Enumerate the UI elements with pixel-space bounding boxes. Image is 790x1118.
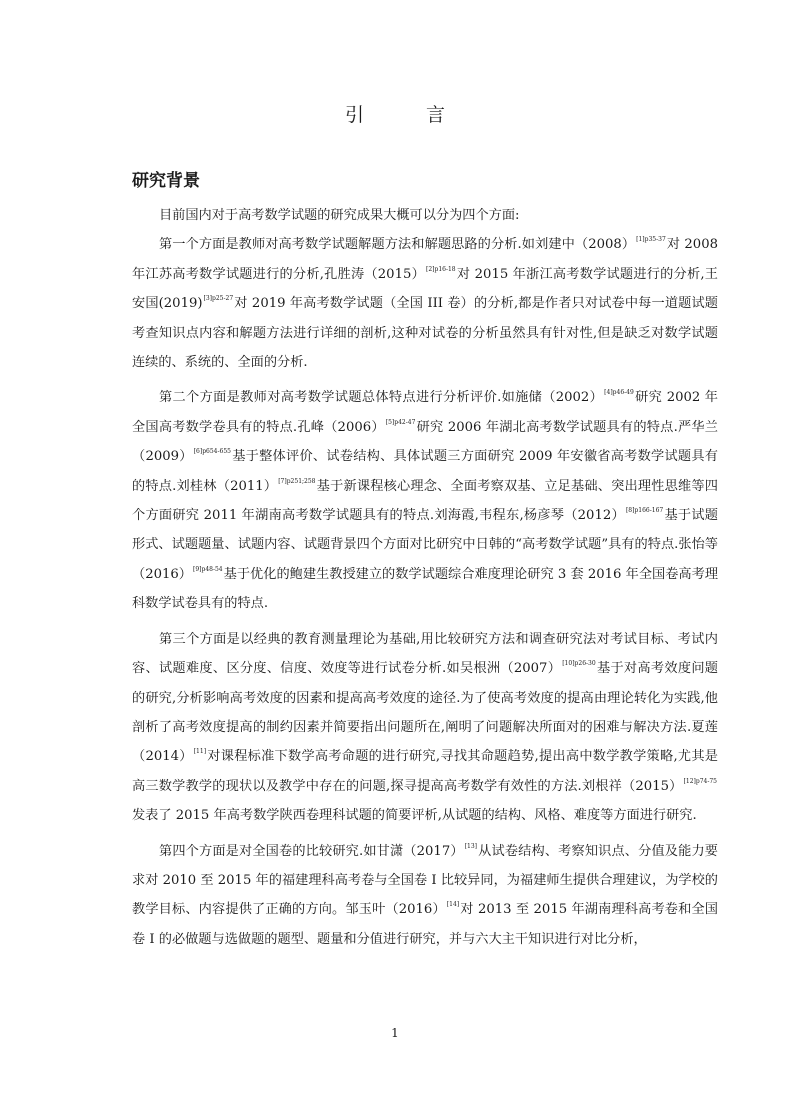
text-run: 对 2008 年江苏高考数学试题进行的分析,孔胜涛（2015） [132,237,718,282]
citation-ref: [9]p48-54 [192,565,223,573]
citation-ref: [2]p16-18 [425,265,456,273]
text-run: 目前国内对于高考数学试题的研究成果大概可以分为四个方面: [159,208,520,223]
page-title: 引 言 [344,104,474,126]
paragraph [132,383,718,618]
citation-ref: [4]p46-49 [604,389,634,397]
text-run: 对 2019 年高考数学试题（全国 III 卷）的分析,都是作者只对试卷中每一道题试题考查知识点内容和解题方法进行详细的剖析,这种对试卷的分析虽然具有针对性,但是缺乏对数学试题连续的、系统的、全面的分析. [132,296,718,371]
text-run: 第一个方面是教师对高考数学试题解题方法和解题思路的分析.如刘建中（2008） [159,237,636,253]
text-run: 基于新课程核心理念、全面考察双基、立足基础、突出理性思维等四个方面研究 2011 年湖南高考数学试题具有的特点.刘海霞,韦程东,杨彦琴（2012） [132,478,718,524]
citation-ref: [11] [193,748,207,756]
citation-ref: [3]p25-27 [203,295,234,303]
section-heading: 研究背景 [132,171,200,191]
text-run: 研究 2002 年全国高考数学卷具有的特点.孔峰（2006） [132,390,718,435]
citation-ref: [13] [464,842,478,850]
citation-ref: [6]p654-655 [193,448,231,456]
text-run: 对 2013 至 2015 年湖南理科高考卷和全国卷 I 的必做题与选做题的题型、题量和分值进行研究，并与六大主干知识进行对比分析， [132,902,718,947]
text-run: 对课程标准下数学高考命题的进行研究,寻找其命题趋势,提出高中数学教学策略,尤其是高三数学教学的现状以及教学中存在的问题,探寻提高高考数学有效性的方法.刘根祥（2015） [132,749,718,794]
text-run: 第四个方面是对全国卷的比较研究.如甘潇（2017） [159,843,464,859]
paragraph [132,837,718,955]
page-number: 1 [391,1026,399,1040]
text-run: 发表了 2015 年高考数学陕西卷理科试题的简要评析,从试题的结构、风格、难度等方面进行研究. [132,808,697,824]
text-run: 基于对高考效度问题的研究,分析影响高考效度的因素和提高高考效度的途径.为了使高考效度的提高由理论转化为实践,他剖析了高考效度提高的制约因素并简要指出问题所在,阐明了问题解决所面对的困难与解决方法.夏莲（2014） [132,661,718,765]
citation-ref: [12]p74-75 [683,777,717,785]
paragraph [132,625,718,831]
citation-ref: [8]p166-167 [625,507,664,515]
body-text [132,201,718,954]
citation-ref: [7]p251;258 [278,477,316,485]
text-run: 基于试题形式、试题题量、试题内容、试题背景四个方面对比研究中日韩的“高考数学试题”具有的特点.张怡等（2016） [132,508,718,582]
paragraph [132,230,718,377]
text-run: 研究 2006 年湖北高考数学试题具有的特点.严华兰（2009） [132,419,718,465]
citation-ref: [1]p35-37 [636,236,666,244]
text-run: 第三个方面是以经典的教育测量理论为基础,用比较研究方法和调查研究法对考试目标、考试内容、试题难度、区分度、信度、效度等进行试卷分析.如吴根洲（2007） [132,631,718,677]
text-run: 对 2015 年浙江高考数学试题进行的分析,王安国(2019) [132,266,718,312]
text-run: 基于优化的鲍建生教授建立的数学试题综合难度理论研究 3 套 2016 年全国卷高考理科数学试卷具有的特点. [132,566,719,612]
text-run: 从试卷结构、考察知识点、分值及能力要求对 2010 至 2015 年的福建理科高考卷与全国卷 I 比较异同，为福建师生提供合理建议，为学校的教学目标、内容提供了正确的方向。邹玉叶（2016） [132,843,718,918]
paragraph [132,201,718,230]
citation-ref: [10]p26-30 [562,660,596,668]
text-run: 基于整体评价、试卷结构、具体试题三方面研究 2009 年安徽省高考数学试题具有的特点.刘桂林（2011） [132,449,718,494]
citation-ref: [5]p42-47 [385,418,416,426]
text-run: 第二个方面是教师对高考数学试题总体特点进行分析评价.如施储（2002） [159,390,604,406]
citation-ref: [14] [446,901,460,909]
